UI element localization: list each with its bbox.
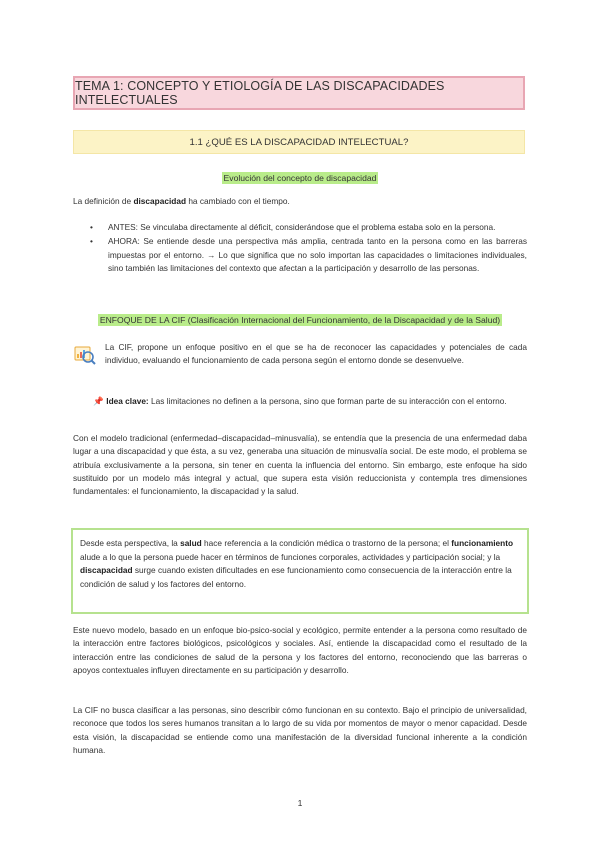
box-text-4: surge cuando existen dificultades en ese funcionamiento como consecuencia de la interacción entre la condición de salud y los factores del entorno. (80, 565, 512, 589)
traditional-model-paragraph: Con el modelo tradicional (enfermedad–discapacidad–minusvalía), se entendía que la presencia de una enfermedad daba lugar a una discapacidad y que ésta, a su vez, generaba una situación de minusvalía social. De este modo, el problema se atribuía exclusivamente a la persona, sin tener en cuenta la influencia del entorno. Sin embargo, este enfoque ha sido sustituido por un modelo más integral y actual, que supera esta visión reduccionista y contempla tres dimensiones fundamentales: el funcionamiento, la discapacidad y la salud. (73, 433, 527, 497)
evolution-heading (0, 173, 600, 183)
list-item (90, 235, 527, 275)
list-item-text: ANTES: Se vinculaba directamente al déficit, considerándose que el problema estaba solo en la persona. (108, 222, 496, 232)
universality-paragraph: La CIF no busca clasificar a las personas, sino describir cómo funcionan en su contexto. Bajo el principio de universalidad, reconoce que todos los seres humanos transitan a lo largo de su vida por momentos de mayor o menor capacidad. Desde esta visión, la discapacidad se entiende como una manifestación de la diversidad funcional inherente a la condición humana. (73, 705, 527, 755)
bullet-dot-icon: • (90, 222, 93, 232)
box-term-funcionamiento: funcionamiento (451, 538, 514, 548)
box-text-1: Desde esta perspectiva, la (80, 538, 181, 548)
intro-text-post: ha cambiado con el tiempo. (186, 196, 290, 206)
box-term-discapacidad: discapacidad (80, 565, 133, 576)
intro-text-pre: La definición de (73, 196, 134, 206)
page-title-text: TEMA 1: CONCEPTO Y ETIOLOGÍA DE LAS DISCAPACIDADES INTELECTUALES (75, 79, 445, 107)
biopsychosocial-paragraph: Este nuevo modelo, basado en un enfoque bio-psico-social y ecológico, permite entender a la persona como resultado de la interacción entre factores biológicos, psicológicos y sociales. Así, entiende la discapacidad como el resultado de la interacción entre las condiciones de salud de la persona y los factores del entorno, reconociendo que las barreras o apoyos contextuales influyen directamente en su participación y desarrollo. (73, 625, 527, 675)
page-number: 1 (297, 798, 303, 808)
list-item-text: AHORA: Se entiende desde una perspectiva más amplia, centrada tanto en la persona como en las barreras impuestas por el entorno. → Lo que significa que no solo importan las capacidades o limitaciones individuales, sino también las limitaciones del contexto que afectan a la participación y desarrollo de las personas. (108, 236, 527, 273)
page-title (73, 76, 525, 110)
intro-bold-term: discapacidad (133, 196, 187, 206)
pushpin-icon: 📌 (93, 396, 104, 406)
box-term-salud: salud (180, 538, 202, 548)
cif-paragraph: La CIF, propone un enfoque positivo en el que se ha de reconocer las capacidades y potenciales de cada individuo, evaluando el funcionamiento de cada persona según el entorno donde se desenvuelve. (105, 342, 527, 366)
list-item (90, 221, 527, 234)
box-text-2: hace referencia a la condición médica o trastorno de la persona; el (201, 538, 452, 548)
perspective-box (71, 528, 529, 614)
section-subtitle (73, 130, 525, 154)
box-text-3: alude a lo que la persona puede hacer en términos de funciones corporales, actividades y participación social; y la (80, 551, 501, 562)
cif-heading-text: ENFOQUE DE LA CIF (Clasificación Internacional del Funcionamiento, de la Discapacidad y de la Salud) (99, 315, 501, 325)
section-subtitle-text: 1.1 ¿QUÉ ES LA DISCAPACIDAD INTELECTUAL? (189, 136, 409, 148)
key-idea (73, 395, 527, 408)
magnifier-chart-icon (73, 343, 97, 367)
evolution-heading-text: Evolución del concepto de discapacidad (223, 173, 377, 183)
cif-heading (0, 315, 600, 325)
bullet-dot-icon: • (90, 236, 93, 247)
bullet-list (90, 221, 527, 276)
key-idea-label: Idea clave: (106, 396, 149, 406)
intro-paragraph (73, 195, 527, 208)
key-idea-text: Las limitaciones no definen a la persona, sino que forman parte de su interacción con el entorno. (148, 396, 507, 406)
